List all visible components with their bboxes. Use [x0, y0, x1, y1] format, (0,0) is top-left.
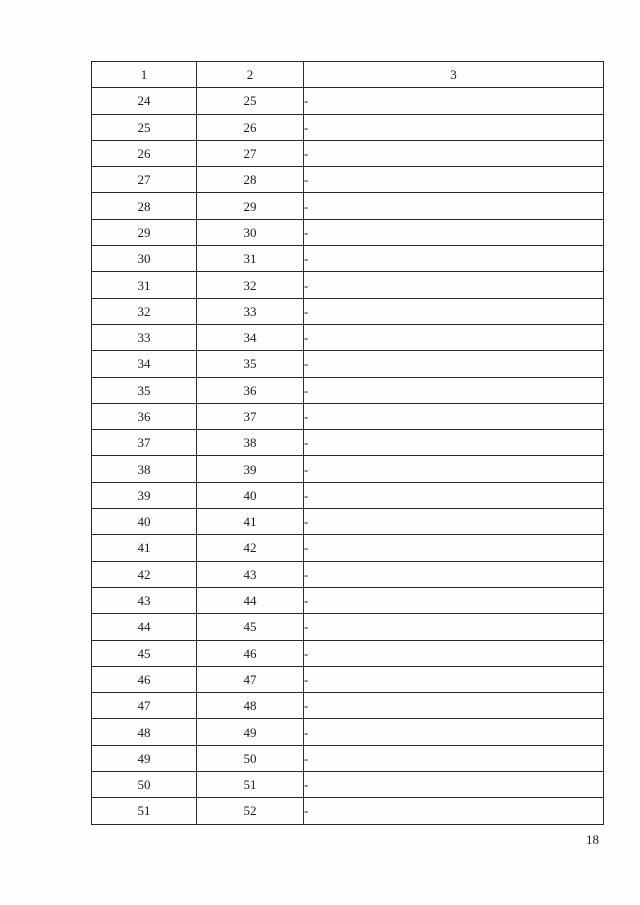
- table-cell-col-3: -: [304, 640, 604, 666]
- table-cell-col-1: 43: [92, 587, 197, 613]
- table-cell-col-1: 30: [92, 246, 197, 272]
- table-cell-col-1: 33: [92, 324, 197, 350]
- table-cell-col-2: 38: [197, 430, 304, 456]
- table-cell-col-3: -: [304, 798, 604, 824]
- table-cell-col-1: 36: [92, 403, 197, 429]
- table-cell-col-3: -: [304, 693, 604, 719]
- table-cell-col-2: 50: [197, 745, 304, 771]
- table-row: [92, 377, 604, 403]
- table-row: [92, 745, 604, 771]
- table-cell-col-2: 25: [197, 88, 304, 114]
- table-cell-col-2: 52: [197, 798, 304, 824]
- table-cell-col-3: -: [304, 246, 604, 272]
- table-row: [92, 324, 604, 350]
- table-cell-col-1: 48: [92, 719, 197, 745]
- table-cell-col-3: -: [304, 377, 604, 403]
- table-row: [92, 693, 604, 719]
- table-cell-col-2: 44: [197, 587, 304, 613]
- table-cell-col-2: 29: [197, 193, 304, 219]
- data-table: [91, 61, 604, 825]
- table-cell-col-3: -: [304, 535, 604, 561]
- table-cell-col-1: 39: [92, 482, 197, 508]
- table-cell-col-1: 37: [92, 430, 197, 456]
- table-row: [92, 719, 604, 745]
- table-row: [92, 114, 604, 140]
- table-cell-col-3: -: [304, 88, 604, 114]
- table-cell-col-3: -: [304, 482, 604, 508]
- table-cell-col-2: 47: [197, 666, 304, 692]
- table-cell-col-2: 30: [197, 219, 304, 245]
- table-cell-col-2: 36: [197, 377, 304, 403]
- table-row: [92, 246, 604, 272]
- table-row: [92, 88, 604, 114]
- table-cell-col-3: -: [304, 403, 604, 429]
- table-cell-col-3: -: [304, 430, 604, 456]
- table-cell-col-2: 28: [197, 167, 304, 193]
- table-cell-col-1: 47: [92, 693, 197, 719]
- table-cell-col-3: -: [304, 324, 604, 350]
- table-cell-col-1: 41: [92, 535, 197, 561]
- table-cell-col-1: 51: [92, 798, 197, 824]
- table-cell-col-3: -: [304, 745, 604, 771]
- table-row: [92, 403, 604, 429]
- table-row: [92, 219, 604, 245]
- column-header-1: 1: [92, 62, 197, 88]
- table-cell-col-1: 27: [92, 167, 197, 193]
- table-row: [92, 509, 604, 535]
- table-cell-col-1: 35: [92, 377, 197, 403]
- table-cell-col-1: 49: [92, 745, 197, 771]
- table-cell-col-2: 37: [197, 403, 304, 429]
- table-cell-col-1: 29: [92, 219, 197, 245]
- table-cell-col-2: 32: [197, 272, 304, 298]
- table-cell-col-3: -: [304, 193, 604, 219]
- table-cell-col-3: -: [304, 772, 604, 798]
- table-cell-col-2: 33: [197, 298, 304, 324]
- table-header-row: [92, 62, 604, 88]
- table-row: [92, 430, 604, 456]
- table-row: [92, 666, 604, 692]
- table-cell-col-2: 43: [197, 561, 304, 587]
- table-cell-col-2: 42: [197, 535, 304, 561]
- table-cell-col-1: 28: [92, 193, 197, 219]
- table-row: [92, 561, 604, 587]
- table-cell-col-3: -: [304, 114, 604, 140]
- table-cell-col-1: 31: [92, 272, 197, 298]
- table-cell-col-1: 34: [92, 351, 197, 377]
- table-cell-col-3: -: [304, 509, 604, 535]
- table-row: [92, 640, 604, 666]
- table-cell-col-1: 45: [92, 640, 197, 666]
- table-row: [92, 351, 604, 377]
- column-header-2: 2: [197, 62, 304, 88]
- table-cell-col-3: -: [304, 140, 604, 166]
- table-body: [92, 62, 604, 825]
- table-cell-col-1: 32: [92, 298, 197, 324]
- table-cell-col-1: 44: [92, 614, 197, 640]
- table-cell-col-1: 50: [92, 772, 197, 798]
- table-cell-col-2: 34: [197, 324, 304, 350]
- table-cell-col-3: -: [304, 219, 604, 245]
- table-cell-col-2: 27: [197, 140, 304, 166]
- table-cell-col-2: 40: [197, 482, 304, 508]
- table-cell-col-2: 41: [197, 509, 304, 535]
- table-cell-col-1: 40: [92, 509, 197, 535]
- table-cell-col-2: 35: [197, 351, 304, 377]
- table-row: [92, 167, 604, 193]
- table-cell-col-3: -: [304, 614, 604, 640]
- table-cell-col-2: 46: [197, 640, 304, 666]
- table-row: [92, 482, 604, 508]
- table-cell-col-3: -: [304, 272, 604, 298]
- table-row: [92, 587, 604, 613]
- table-cell-col-2: 49: [197, 719, 304, 745]
- table-row: [92, 140, 604, 166]
- table-cell-col-2: 26: [197, 114, 304, 140]
- table-cell-col-1: 46: [92, 666, 197, 692]
- table-cell-col-2: 39: [197, 456, 304, 482]
- table-row: [92, 298, 604, 324]
- table-cell-col-1: 25: [92, 114, 197, 140]
- table-cell-col-3: -: [304, 351, 604, 377]
- table-row: [92, 772, 604, 798]
- table-cell-col-1: 24: [92, 88, 197, 114]
- table-row: [92, 535, 604, 561]
- table-cell-col-3: -: [304, 719, 604, 745]
- table-cell-col-2: 48: [197, 693, 304, 719]
- table-cell-col-3: -: [304, 666, 604, 692]
- table-row: [92, 456, 604, 482]
- table-cell-col-3: -: [304, 298, 604, 324]
- table-cell-col-1: 42: [92, 561, 197, 587]
- table-cell-col-1: 26: [92, 140, 197, 166]
- table-row: [92, 798, 604, 824]
- table-cell-col-2: 45: [197, 614, 304, 640]
- table-cell-col-3: -: [304, 167, 604, 193]
- table-cell-col-3: -: [304, 587, 604, 613]
- table-cell-col-1: 38: [92, 456, 197, 482]
- table-cell-col-3: -: [304, 456, 604, 482]
- column-header-3: 3: [304, 62, 604, 88]
- table-cell-col-2: 31: [197, 246, 304, 272]
- table-row: [92, 272, 604, 298]
- page-number: 18: [586, 832, 599, 847]
- table-cell-col-3: -: [304, 561, 604, 587]
- table-row: [92, 193, 604, 219]
- table-cell-col-2: 51: [197, 772, 304, 798]
- table-row: [92, 614, 604, 640]
